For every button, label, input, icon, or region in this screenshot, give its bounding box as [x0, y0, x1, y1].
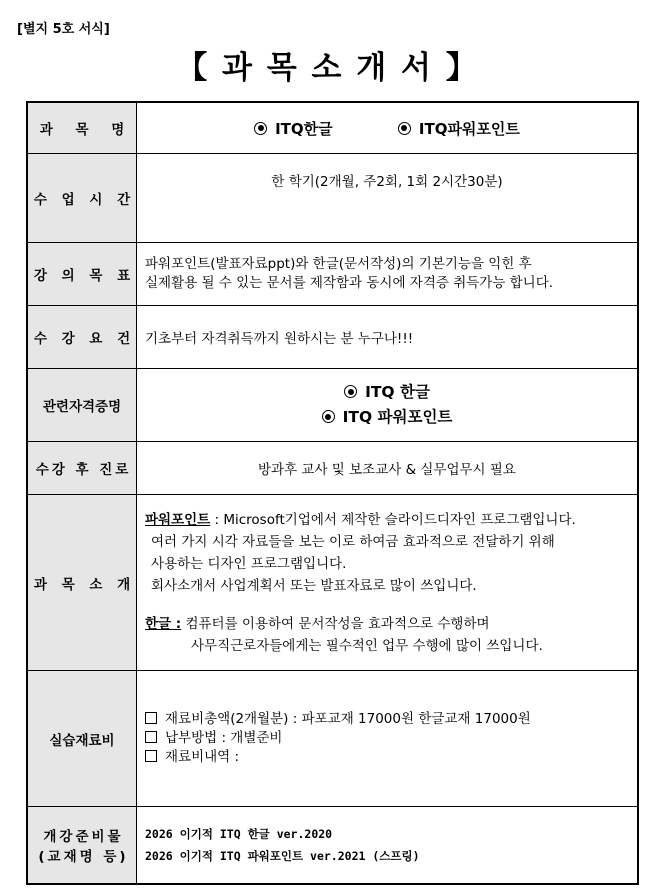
header-textbook: 개강준비물 (교재명 등) [27, 807, 137, 885]
row-hours [27, 154, 638, 243]
radio-selected-icon [254, 122, 267, 135]
subject-option-powerpoint: ITQ파워포인트 [398, 118, 520, 139]
intro-ppt-line-1: 파워포인트 : Microsoft기업에서 제작한 슬라이드디자인 프로그램입니다. [145, 511, 576, 528]
header-goal: 강 의 목 표 [27, 243, 137, 306]
goal-cell [137, 243, 639, 306]
header-career: 수강 후 진로 [27, 442, 137, 495]
certificate-cell [137, 369, 639, 442]
intro-ppt-line-2: 여러 가지 시각 자료들을 보는 이로 하여금 효과적으로 전달하기 위해 [151, 533, 555, 550]
row-career [27, 442, 638, 495]
intro-hwp-line-2: 사무직근로자들에게는 필수적인 업무 수행에 많이 쓰입니다. [191, 637, 543, 654]
subject-option-hangul: ITQ한글 [254, 118, 333, 139]
goal-line-1: 파워포인트(발표자료ppt)와 한글(문서작성)의 기본기능을 익힌 후 [145, 256, 532, 272]
radio-selected-icon [344, 385, 357, 398]
checkbox-icon [145, 712, 157, 724]
career-value: 방과후 교사 및 보조교사 & 실무업무시 필요 [137, 442, 639, 495]
subject-cell [137, 102, 639, 154]
row-textbook [27, 807, 638, 885]
textbook-line-2: 2026 이기적 ITQ 파워포인트 ver.2021 (스프링) [145, 849, 420, 863]
materials-item: 재료비총액(2개월분) : 파포교재 17000원 한글교재 17000원 [145, 710, 629, 729]
row-materials [27, 671, 638, 807]
row-certificate [27, 369, 638, 442]
checkbox-icon [145, 731, 157, 743]
materials-item: 납부방법 : 개별준비 [145, 729, 629, 748]
materials-cell [137, 671, 639, 807]
header-requirement: 수 강 요 건 [27, 306, 137, 369]
intro-cell [137, 495, 639, 671]
row-goal [27, 243, 638, 306]
intro-hwp-line-1: 한글 : 컴퓨터를 이용하여 문서작성을 효과적으로 수행하며 [145, 615, 490, 632]
header-certificate: 관련자격증명 [27, 369, 137, 442]
certificate-item-hangul: ITQ 한글 [137, 380, 637, 405]
materials-item: 재료비내역 : [145, 748, 629, 767]
header-hours: 수 업 시 간 [27, 154, 137, 243]
textbook-line-1: 2026 이기적 ITQ 한글 ver.2020 [145, 827, 333, 841]
certificate-item-powerpoint: ITQ 파워포인트 [137, 405, 637, 430]
document-title: 【 과 목 소 개 서 】 [176, 50, 479, 86]
row-subject [27, 102, 638, 154]
row-intro [27, 495, 638, 671]
intro-ppt-line-3: 사용하는 디자인 프로그램입니다. [151, 555, 347, 572]
textbook-cell [137, 807, 639, 885]
course-intro-table [26, 101, 639, 885]
goal-line-2: 실제활용 될 수 있는 문서를 제작함과 동시에 자격증 취득가능 합니다. [145, 275, 554, 291]
form-label: [별지 5호 서식] [17, 22, 110, 37]
header-intro: 과 목 소 개 [27, 495, 137, 671]
radio-selected-icon [322, 410, 335, 423]
header-materials: 실습재료비 [27, 671, 137, 807]
hours-value: 한 학기(2개월, 주2회, 1회 2시간30분) [137, 154, 639, 243]
radio-selected-icon [398, 122, 411, 135]
requirement-value: 기초부터 자격취득까지 원하시는 분 누구나!!! [137, 306, 639, 369]
row-requirement [27, 306, 638, 369]
header-subject: 과 목 명 [27, 102, 137, 154]
checkbox-icon [145, 750, 157, 762]
intro-ppt-line-4: 회사소개서 사업계획서 또는 발표자료로 많이 쓰입니다. [151, 577, 477, 594]
